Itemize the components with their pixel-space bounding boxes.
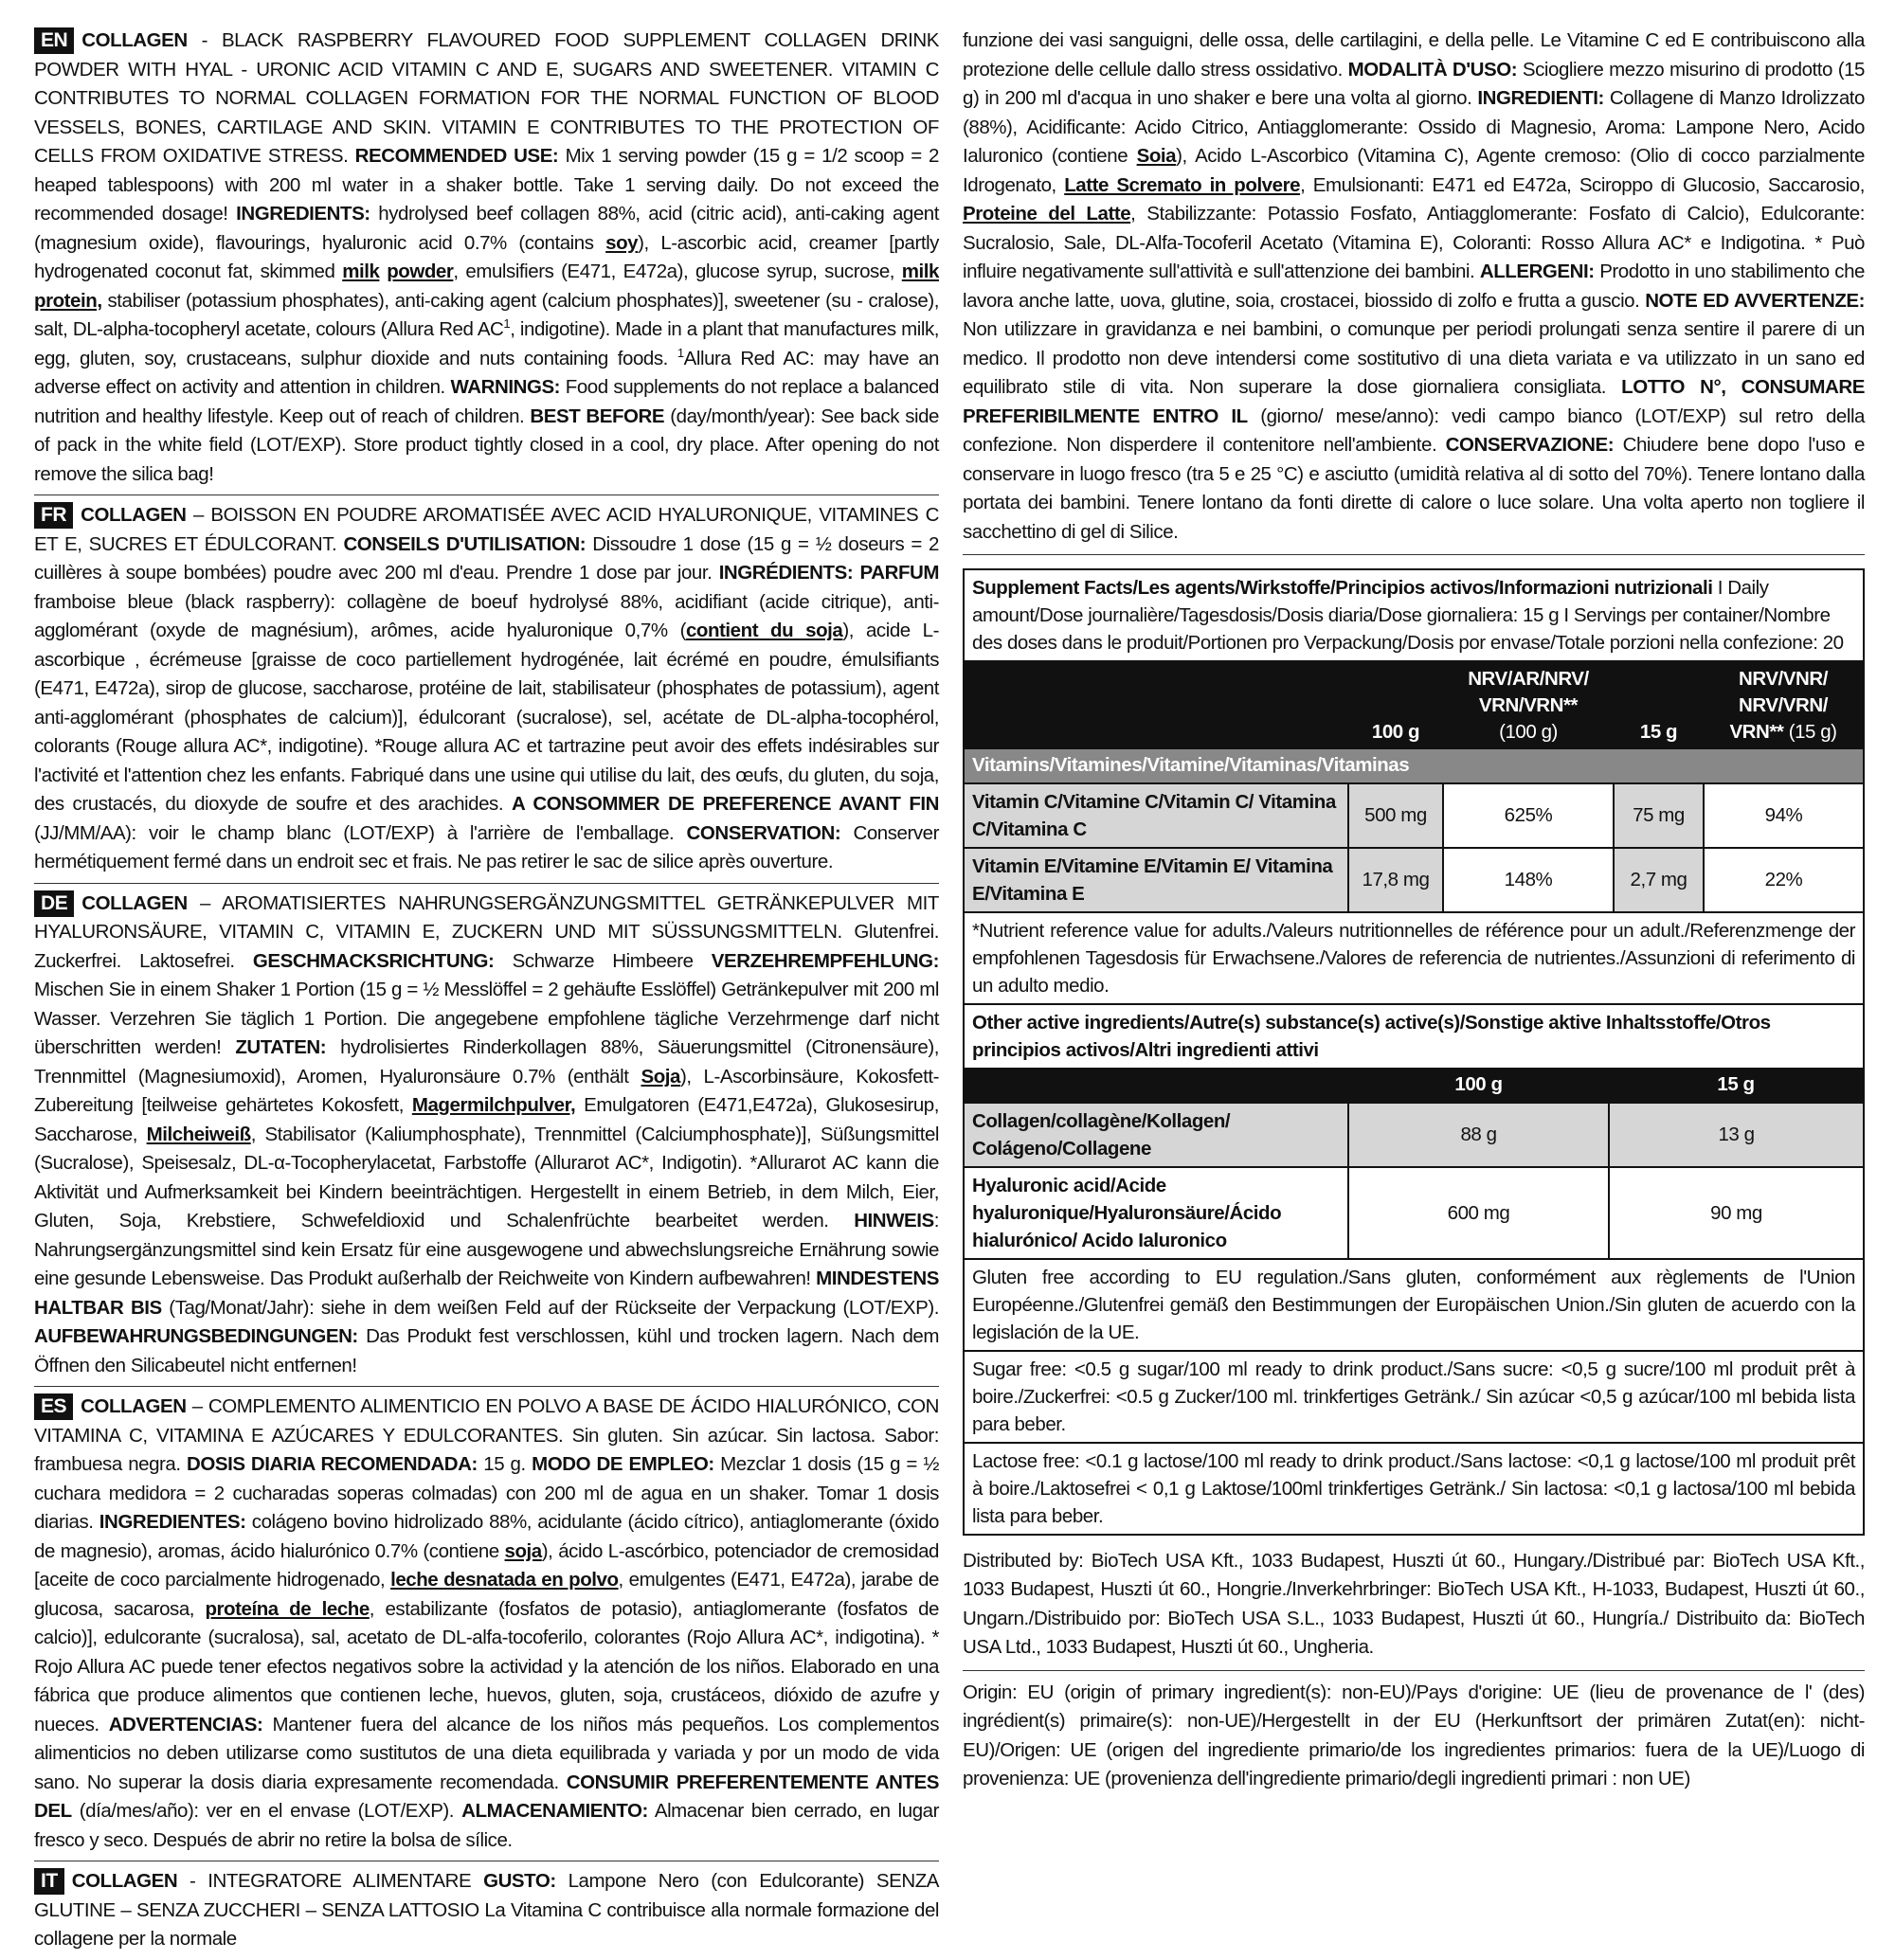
fr-ing-label: INGRÉDIENTS: PARFUM — [718, 562, 939, 584]
de-ing-text: hydrolisiertes Rinderkollagen 88%, Säuerungsmittel (Citronensäure), Trennmittel (Magnesiumoxid), Aromen, Hyaluronsäure 0.7% (enthält — [34, 1036, 939, 1088]
vitamins-section-row — [965, 749, 1863, 783]
fr-ing-text: framboise bleue (black raspberry): collagène de boeuf hydrolysé 88%, acidifiant (acide citrique), anti-agglomérant (oxyde de magnésium), arômes, acide hyaluronique 0,7% ( — [34, 590, 939, 641]
it-ing-text: ), Acido L-Ascorbico (Vitamina C), Agente cremoso: (Olio di cocco parzialmente Idrogenato, — [963, 145, 1865, 196]
de-flav-label: GESCHMACKSRICHTUNG: — [252, 949, 495, 972]
it-title: COLLAGEN — [71, 1870, 178, 1892]
fr-ing-text: ), acide L-ascorbique , écrémeuse [graisse de coco partiellement hydrogénée, lait écrémé en poudre, émulsifiants (E471, E472a), sirop de glucose, saccharose, protéine de lait, stabilisateur (phosphates de potassium), agent anti-agglomérant (phosphates de calcium)], édulcorant (sucralose), sel, acétate de DL-alpha-tocophérol, colorants (Rouge allura AC*, indigotine). *Rouge allura AC et tartrazine peut avoir des effets indésirables sur l'activité et l'attention chez les enfants. Fabriqué dans une usine qui utilise du lait, des œufs, du gluten, du soja, des crustacés, du dioxyde de soufre et des arachides. — [34, 620, 940, 815]
en-bb-label: BEST BEFORE — [530, 405, 665, 427]
fr-bb-label: A CONSOMMER DE PREFERENCE AVANT FIN — [511, 793, 939, 815]
en-ing-text: ), L-ascorbic acid, creamer [partly hydrogenated coconut fat, skimmed — [34, 231, 939, 282]
it-cons-label: CONSERVAZIONE: — [1445, 434, 1615, 456]
vitamins-header-row — [965, 662, 1863, 749]
lang-tag-it: IT — [34, 1868, 64, 1895]
de-mhd-label: MINDESTENS HALTBAR BIS — [34, 1268, 939, 1319]
other-ingredients-table — [965, 1068, 1863, 1258]
row-value-100g: 500 mg — [1348, 783, 1443, 848]
it-all-text: Prodotto in uno stabilimento che lavora anche latte, uova, glutine, soia, crostacei, biossido di zolfo e frutta a guscio. — [963, 261, 1865, 312]
es-modo-text: Mezclar 1 dosis (15 g = ½ cuchara medidora = 2 cucharadas soperas colmadas) con 200 ml de agua en un shaker. Tomar 1 dosis diarias. — [34, 1453, 939, 1533]
es-alm-text: Almacenar bien cerrado, en lugar fresco y seco. Después de abrir no retire la bolsa de sílice. — [34, 1800, 939, 1851]
lang-tag-es: ES — [34, 1394, 73, 1420]
row-nrv-100g: 625% — [1443, 783, 1614, 848]
en-bb-text: (day/month/year): See back side of pack in the white field (LOT/EXP). Store product tightly closed in a cool, dry place. After opening do not remove the silica bag! — [34, 405, 940, 485]
it-note-text: Non utilizzare in gravidanza e nei bambini, o comunque per periodi prolungati senza sentire il parere di un medico. Il prodotto non deve intendersi come sostitutivo di una dieta variata e va utilizzato in un sano ed equilibrato stile di vita. Non superare la dose giornaliera consigliata. — [963, 318, 1865, 398]
col-100g: 100 g — [1348, 662, 1443, 749]
es-title: COLLAGEN — [81, 1395, 187, 1417]
de-allergen-magermilch: Magermilchpulver, — [411, 1094, 576, 1116]
vitamins-section-label: Vitamins/Vitamines/Vitamine/Vitaminas/Vitaminas — [965, 749, 1863, 783]
row-value-100g: 88 g — [1348, 1103, 1609, 1167]
it-allergen-latte: Latte Scremato in polvere — [1064, 173, 1301, 196]
lang-tag-en: EN — [34, 27, 74, 54]
sugar-free-note: Sugar free: <0.5 g sugar/100 ml ready to drink product./Sans sucre: <0,5 g sucre/100 ml produit prêt à boire./Zuckerfrei: <0.5 g Zucker/100 ml. trinkfertiges Getränk./ Sin azúcar <0,5 g azúcar/100 ml bebida lista para beber. — [965, 1350, 1863, 1442]
es-ing-label: INGREDIENTES: — [99, 1511, 246, 1533]
section-fr — [34, 501, 939, 884]
row-name: Collagen/collagène/Kollagen/ Colágeno/Collagene — [965, 1103, 1348, 1167]
gluten-free-note: Gluten free according to EU regulation./Sans gluten, conformément aux règlements de l'Union Européenne./Glutenfrei gemäß den Bestimmungen der Europäischen Union./Sin gluten de acuerdo con la legislación de la UE. — [965, 1258, 1863, 1350]
es-dose-text: 15 g. — [477, 1453, 532, 1475]
de-use-label: VERZEHREMPFEHLUNG: — [711, 949, 939, 972]
es-allergen-leche: leche desnatada en polvo — [390, 1569, 619, 1591]
origin: Origin: EU (origin of primary ingredient(s): non-EU)/Pays d'origine: UE (lieu de provenance de l' (des) ingrédient(s) primaire(s): non-UE)/Hergestellt in der EU (Herkunftsort der primären Zutat(en): nicht-EU)/Origen: UE (origen del ingrediente primario/de los ingredientes primarios: fuera de la UE)/Luogo di provenienza: UE (provenienza dell'ingrediente primario/degli ingredienti primari : non UE) — [963, 1670, 1865, 1794]
other-col-15g: 15 g — [1609, 1068, 1863, 1103]
it-modo-label: MODALITÀ D'USO: — [1347, 58, 1518, 81]
en-ing-text: hydrolysed beef collagen 88%, acid (citric acid), anti-caking agent (magnesium oxide), flavourings, hyaluronic acid 0.7% (contains — [34, 203, 939, 254]
row-nrv-15g: 22% — [1704, 848, 1863, 911]
it-cons-text: Chiudere bene dopo l'uso e conservare in luogo fresco (tra 5 e 25 °C) e asciutto (umidità relativa al di sotto del 70%). Tenere lontano dalla portata dei bambini. Tenere lontano da fonti dirette di calore o luce solare. Una volta aperto non togliere il sacchettino di gel di Silice. — [963, 434, 1865, 543]
it-ing-text: , Emulsionanti: E471 ed E472a, Sciroppo di Glucosio, Saccarosio, — [1300, 173, 1865, 196]
fr-bb-text: (JJ/MM/AA): voir le champ blanc (LOT/EXP) à l'arrière de l'emballage. — [34, 821, 687, 844]
it-gusto-label: GUSTO: — [483, 1870, 556, 1892]
en-allergen-powder: powder — [387, 261, 454, 282]
en-footnote-mark: 1 — [503, 316, 511, 332]
de-hin-label: HINWEIS — [854, 1210, 934, 1232]
de-ing-label: ZUTATEN: — [235, 1036, 327, 1058]
es-cons-text: (día/mes/año): ver en el envase (LOT/EXP). — [71, 1800, 462, 1822]
col-nrv-15g — [1704, 662, 1863, 749]
fr-cons-text: Conserver hermétiquement fermé dans un endroit sec et frais. Ne pas retirer le sac de silice après ouverture. — [34, 821, 939, 872]
col-15g: 15 g — [1614, 662, 1704, 749]
table-row — [965, 848, 1863, 911]
de-mhd-text: (Tag/Monat/Jahr): siehe in dem weißen Feld auf der Rückseite der Verpackung (LOT/EXP). — [161, 1296, 939, 1319]
it-cont-text: funzione dei vasi sanguigni, delle ossa, delle cartilagini, e della pelle. Le Vitamine C ed E contribuiscono alla protezione delle cellule dallo stress ossidativo. — [963, 29, 1865, 81]
other-header-row — [965, 1068, 1863, 1103]
en-ing-text: , emulsifiers (E471, E472a), glucose syrup, sucrose, — [453, 261, 902, 282]
en-intro: - BLACK RASPBERRY FLAVOURED FOOD SUPPLEMENT COLLAGEN DRINK POWDER WITH HYAL - URONIC ACID VITAMIN C AND E, SUGARS AND SWEETENER. VITAMIN C CONTRIBUTES TO NORMAL COLLAGEN FORMATION FOR THE NORMAL FUNCTION OF BLOOD VESSELS, BONES, CARTILAGE AND SKIN. VITAMIN E CONTRIBUTES TO THE PROTECTION OF CELLS FROM OXIDATIVE STRESS. — [34, 29, 939, 167]
facts-title: Supplement Facts/Les agents/Wirkstoffe/Principios activos/Informazioni nutrizionali — [972, 577, 1713, 599]
en-title: COLLAGEN — [81, 29, 188, 51]
es-ing-text: , estabilizante (fosfatos de potasio), antiaglomerante (fosfatos de calcio)], edulcorante (sucralosa), sal, acetato de DL-alfa-tocoferilo, colorantes (Rojo Allura AC*, indigotina). * Rojo Allura AC puede tener efectos negativos sobre la actividad y la atención de los niños. Elaborado en una fábrica que produce alimentos que contienen leche, huevos, gluten, soja, crustáceos, dióxido de azufre y nueces. — [34, 1597, 939, 1735]
fr-allergen-soja: contient du soja — [685, 620, 843, 641]
en-ing-text: stabiliser (potassium phosphates), anti-caking agent (calcium phosphates)], sweetener (su - cralose), salt, DL-alpha-tocopheryl acetate, colours (Allura Red AC — [34, 289, 939, 340]
fr-title: COLLAGEN — [81, 504, 187, 526]
supplement-facts-table — [963, 568, 1865, 1536]
left-column — [34, 27, 940, 1950]
facts-subtitle: I Daily amount/Dose journalière/Tagesdosis/Dosis diaria/Dose giornaliera: 15 g I Servings per container/Nombre des doses dans le produit/Portionen pro Verpackung/Dosis por envase/Totale porzioni nella confezione: 20 — [972, 577, 1844, 654]
it-allergen-proteine: Proteine del Latte — [963, 203, 1131, 225]
table-row — [965, 783, 1863, 848]
row-name: Vitamin C/Vitamine C/Vitamin C/ Vitamina C/Vitamina C — [965, 783, 1348, 848]
fr-use-label: CONSEILS D'UTILISATION: — [343, 532, 587, 555]
de-allergen-milcheiweiss: Milcheiweiß — [146, 1123, 251, 1145]
row-value-15g: 75 mg — [1614, 783, 1704, 848]
other-ingredients-title: Other active ingredients/Autre(s) substance(s) active(s)/Sonstige aktive Inhaltsstoffe/Otros principios activos/Altri ingredienti attivi — [965, 1003, 1863, 1068]
de-ing-text: ), L-Ascorbinsäure, Kokosfett-Zubereitung [teilweise gehärtetes Kokosfett, — [34, 1065, 939, 1116]
de-auf-text: Das Produkt fest verschlossen, kühl und trocken lagern. Nach dem Öffnen den Silicabeutel nicht entfernen! — [34, 1325, 939, 1376]
lactose-free-note: Lactose free: <0.1 g lactose/100 ml ready to drink product./Sans lactose: <0,1 g lactose/100 ml produit prêt à boire./Laktosefrei < 0,1 g Laktose/100ml trinkfertiges Getränk./ Sin lactosa: <0,1 g lactosa/100 ml bebida lista para beber. — [965, 1442, 1863, 1534]
it-lotto-label: LOTTO N°, CONSUMARE PREFERIBILMENTE ENTRO IL — [963, 376, 1865, 427]
en-footnote-mark: 1 — [677, 345, 684, 360]
es-ing-text: , emulgentes (E471, E472a), jarabe de glucosa, sacarosa, — [34, 1569, 939, 1620]
section-de — [34, 890, 939, 1388]
right-column — [963, 27, 1865, 1874]
lang-tag-de: DE — [34, 890, 74, 917]
other-col-100g: 100 g — [1348, 1068, 1609, 1103]
en-warn-text: Food supplements do not replace a balanced nutrition and healthy lifestyle. Keep out of reach of children. — [34, 376, 939, 427]
de-hin-text: : Nahrungsergänzungsmittel sind kein Ersatz für eine ausgewogene und abwechslungsreiche Ernährung sowie eine gesunde Lebensweise. Das Produkt außerhalb der Reichweite von Kindern aufbewahren! — [34, 1210, 939, 1289]
table-row — [965, 1103, 1863, 1167]
it-ing-label: INGREDIENTI: — [1477, 87, 1604, 109]
section-it-continued — [963, 27, 1865, 555]
it-all-label: ALLERGENI: — [1479, 261, 1595, 282]
de-allergen-soja: Soja — [641, 1065, 680, 1088]
es-allergen-soja: soja — [504, 1539, 542, 1562]
es-cons-label: CONSUMIR PREFERENTEMENTE ANTES DEL — [34, 1771, 939, 1822]
header-empty — [965, 1068, 1348, 1103]
es-allergen-proteina: proteína de leche — [205, 1597, 370, 1620]
fr-use-text: Dissoudre 1 dose (15 g = ½ doseurs = 2 cuillères à soupe bombées) poudre avec 200 ml d'eau. Prendre 1 dose par jour. — [34, 532, 940, 584]
it-lotto-text: (giorno/ mese/anno): vedi campo bianco (LOT/EXP) sul retro della confezione. Non disperdere il contenitore nell'ambiente. — [963, 405, 1866, 456]
es-alm-label: ALMACENAMIENTO: — [461, 1800, 648, 1822]
row-nrv-100g: 148% — [1443, 848, 1614, 911]
col-nrv-15g-sub: (15 g) — [1788, 721, 1837, 743]
row-value-15g: 2,7 mg — [1614, 848, 1704, 911]
es-intro: – COMPLEMENTO ALIMENTICIO EN POLVO A BASE DE ÁCIDO HIALURÓNICO, CON VITAMINA C, VITAMINA E AZÚCARES Y EDULCORANTES. Sin gluten. Sin azúcar. Sin lactosa. Sabor: frambuesa negra. — [34, 1395, 939, 1475]
it-modo-text: Sciogliere mezzo misurino di prodotto (15 g) in 200 ml d'acqua in uno shaker e bere una volta al giorno. — [963, 58, 1865, 109]
it-ing-text: Collagene di Manzo Idrolizzato (88%), Acidificante: Acido Citrico, Antiagglomerante: Ossido di Magnesio, Aroma: Lampone Nero, Acido Ialuronico (contiene — [963, 87, 1865, 167]
en-rec-text: Mix 1 serving powder (15 g = 1/2 scoop = 2 heaped tablespoons) with 200 ml water in a shaker bottle. Take 1 serving daily. Do not exceed the recommended dosage! — [34, 145, 939, 225]
de-intro: – AROMATISIERTES NAHRUNGSERGÄNZUNGSMITTEL GETRÄNKEPULVER MIT HYALURONSÄURE, VITAMIN C, VITAMIN E, ZUCKERN UND MIT SÜSSUNGSMITTELN. Glutenfrei. Zuckerfrei. Laktosefrei. — [34, 891, 939, 972]
section-es — [34, 1393, 939, 1861]
en-warn-label: WARNINGS: — [450, 376, 561, 398]
es-adv-label: ADVERTENCIAS: — [108, 1713, 263, 1735]
it-gusto-text: Lampone Nero (con Edulcorante) SENZA GLUTINE – SENZA ZUCCHERI – SENZA LATTOSIO La Vitamina C contribuisce alla normale formazione del collagene per la normale — [34, 1870, 939, 1950]
nrv-note: *Nutrient reference value for adults./Valeurs nutritionnelles de référence pour un adult./Referenzmenge der empfohlenen Tagesdosis für Erwachsene./Valores de referencia de nutrientes./Assunzioni di referimento di un adulto medio. — [965, 911, 1863, 1003]
it-intro: - INTEGRATORE ALIMENTARE — [177, 1870, 484, 1892]
de-ing-text: Emulgatoren (E471,E472a), Glukosesirup, Saccharose, — [34, 1094, 939, 1145]
es-ing-text: colágeno bovino hidrolizado 88%, acidulante (ácido cítrico), antiaglomerante (óxido de magnesio), aromas, ácido hialurónico 0.7% (contiene — [34, 1511, 940, 1562]
vitamins-table — [965, 662, 1863, 911]
header-empty — [965, 662, 1348, 749]
es-adv-text: Mantener fuera del alcance de los niños más pequeños. Los complementos alimenticios no deben utilizarse como sustitutos de una dieta equilibrada y variada y por un modo de vida sano. No superar la dosis diaria expresamente recomendada. — [34, 1713, 939, 1793]
en-allergen-milk: milk — [342, 261, 380, 282]
es-ing-text: ), ácido L-ascórbico, potenciador de cremosidad [aceite de coco parcialmente hidrogenado, — [34, 1539, 939, 1591]
fr-intro: – BOISSON EN POUDRE AROMATISÉE AVEC ACID HYALURONIQUE, VITAMINES C ET E, SUCRES ET ÉDULCORANT. — [34, 504, 939, 555]
en-allergen-milk-protein: milk protein, — [34, 261, 939, 312]
col-nrv-15g-label: NRV/VNR/ NRV/VRN/ VRN** — [1729, 668, 1828, 743]
en-ing-label: INGREDIENTS: — [236, 203, 370, 225]
de-title: COLLAGEN — [81, 891, 188, 914]
col-nrv-100g — [1443, 662, 1614, 749]
es-modo-label: MODO DE EMPLEO: — [532, 1453, 714, 1475]
en-rec-label: RECOMMENDED USE: — [354, 145, 559, 167]
lang-tag-fr: FR — [34, 502, 73, 529]
distributed-by: Distributed by: BioTech USA Kft., 1033 Budapest, Huszti út 60., Hungary./Distribué par: BioTech USA Kft., 1033 Budapest, Huszti út 60., Hongrie./Inverkehrbringer: BioTech USA Kft., H-1033, Budapest, Huszti út 60., Ungarn./Distribuido por: BioTech USA S.L., 1033 Budapest, Huszti út 60., Hungría./ Distribuito da: BioTech USA Ltd., 1033 Budapest, Huszti út 60., Ungheria. — [963, 1549, 1865, 1658]
de-auf-label: AUFBEWAHRUNGSBEDINGUNGEN: — [34, 1325, 358, 1347]
row-value-100g: 17,8 mg — [1348, 848, 1443, 911]
row-value-15g: 13 g — [1609, 1103, 1863, 1167]
col-nrv-100g-label: NRV/AR/NRV/ VRN/VRN** — [1468, 668, 1589, 716]
en-allergen-soy: soy — [605, 231, 639, 254]
de-flav-text: Schwarze Himbeere — [494, 949, 712, 972]
es-dose-label: DOSIS DIARIA RECOMENDADA: — [187, 1453, 478, 1475]
it-ing-text: , Stabilizzante: Potassio Fosfato, Antiagglomerante: Fosfato di Calcio), Edulcorante: Sucralosio, Sale, DL-Alfa-Tocoferil Acetato (Vitamina E), Coloranti: Rosso Allura AC* e Indigotina. * Può influire negativamente sull'attività e sull'attenzione dei bambini. — [963, 203, 1865, 282]
row-nrv-15g: 94% — [1704, 783, 1863, 848]
facts-header — [965, 570, 1863, 662]
section-it — [34, 1867, 939, 1960]
row-name: Hyaluronic acid/Acide hyaluronique/Hyaluronsäure/Ácido hialurónico/ Acido Ialuronico — [965, 1167, 1348, 1258]
de-ing-text: , Stabilisator (Kaliumphosphate), Trennmittel (Calciumphosphate)], Süßungsmittel (Sucralose), Speisesalz, DL-α-Tocopherylacetat, Farbstoffe (Allurarot AC*, Indigotin). *Allurarot AC kann die Aktivität und Aufmerksamkeit bei Kindern beeinträchtigen. Hergestellt in einem Betrieb, in dem Milch, Eier, Gluten, Soja, Krebstiere, Schwefeldioxid und Schalenfrüchte bearbeitet werden. — [34, 1123, 939, 1232]
table-row — [965, 1167, 1863, 1258]
en-ing-text: Allura Red AC: may have an adverse effect on activity and attention in children. — [34, 347, 940, 398]
de-use-text: Mischen Sie in einem Shaker 1 Portion (15 g = ½ Messlöffel = 2 gehäufte Esslöffel) Getränkepulver mit 200 ml Wasser. Verzehren Sie täglich 1 Portion. Die angegebene empfohlene tägliche Verzehrmenge darf nicht überschritten werden! — [34, 979, 939, 1058]
fr-cons-label: CONSERVATION: — [686, 821, 841, 844]
section-en — [34, 27, 939, 495]
row-value-15g: 90 mg — [1609, 1167, 1863, 1258]
row-value-100g: 600 mg — [1348, 1167, 1609, 1258]
row-name: Vitamin E/Vitamine E/Vitamin E/ Vitamina E/Vitamina E — [965, 848, 1348, 911]
it-note-label: NOTE ED AVVERTENZE: — [1645, 289, 1866, 312]
col-nrv-100g-sub: (100 g) — [1499, 721, 1558, 743]
en-ing-text: , indigotine). Made in a plant that manufactures milk, egg, gluten, soy, crustaceans, sulphur dioxide and nuts containing foods. — [34, 318, 939, 369]
it-allergen-soia: Soia — [1136, 145, 1177, 167]
